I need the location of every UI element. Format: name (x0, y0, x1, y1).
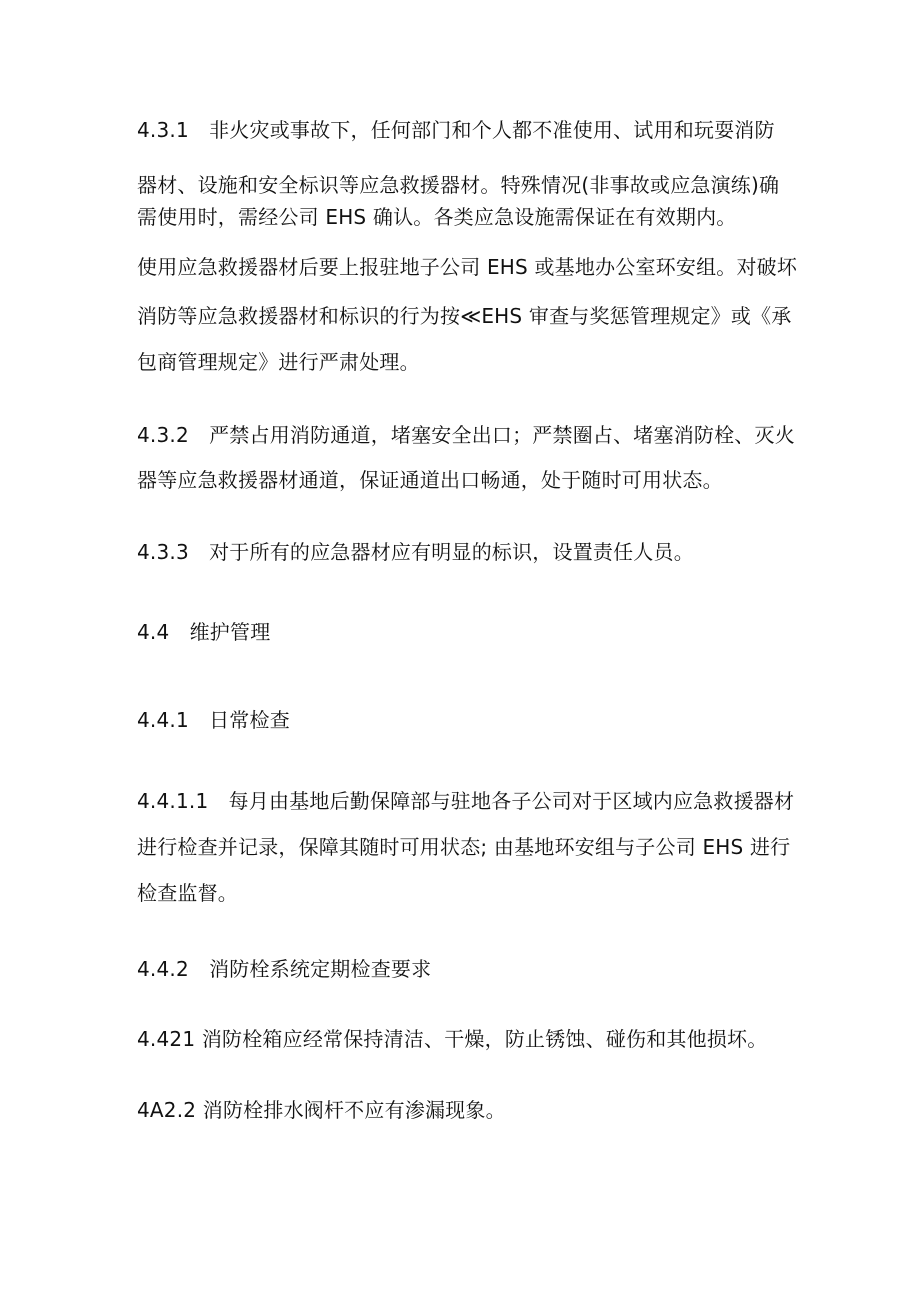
heading-4-4-2: 4.4.2 消防栓系统定期检查要求 (137, 957, 432, 981)
paragraph-4-3-1-line-6: 包商管理规定》进行严肃处理。 (137, 350, 420, 374)
paragraph-4-3-1-line-4: 使用应急救援器材后要上报驻地子公司 EHS 或基地办公室环安组。对破坏 (137, 255, 798, 279)
paragraph-4-3-1-line-5: 消防等应急救援器材和标识的行为按≪EHS 审查与奖惩管理规定》或《承 (137, 304, 792, 328)
paragraph-4-3-1-line-1: 4.3.1 非火灾或事故下，任何部门和个人都不准使用、试用和玩耍消防 (137, 118, 775, 142)
paragraph-4-3-2-line-1: 4.3.2 严禁占用消防通道，堵塞安全出口；严禁圈占、堵塞消防栓、灭火 (137, 423, 795, 447)
paragraph-4-3-1-line-3: 需使用时，需经公司 EHS 确认。各类应急设施需保证在有效期内。 (137, 205, 737, 229)
heading-4-4: 4.4 维护管理 (137, 620, 271, 644)
paragraph-4-4-2-2: 4A2.2 消防栓排水阀杆不应有渗漏现象。 (137, 1098, 506, 1122)
paragraph-4-4-1-1-line-2: 进行检查并记录，保障其随时可用状态; 由基地环安组与子公司 EHS 进行 (137, 835, 791, 859)
paragraph-4-3-3: 4.3.3 对于所有的应急器材应有明显的标识，设置责任人员。 (137, 540, 694, 564)
paragraph-4-4-2-1: 4.421 消防栓箱应经常保持清洁、干燥，防止锈蚀、碰伤和其他损坏。 (137, 1027, 768, 1051)
paragraph-4-3-1-line-2: 器材、设施和安全标识等应急救援器材。特殊情况(非事故或应急演练)确 (137, 173, 780, 197)
paragraph-4-4-1-1-line-3: 检查监督。 (137, 881, 238, 905)
heading-4-4-1: 4.4.1 日常检查 (137, 708, 290, 732)
paragraph-4-3-2-line-2: 器等应急救援器材通道，保证通道出口畅通，处于随时可用状态。 (137, 468, 723, 492)
paragraph-4-4-1-1-line-1: 4.4.1.1 每月由基地后勤保障部与驻地各子公司对于区域内应急救援器材 (137, 789, 795, 813)
